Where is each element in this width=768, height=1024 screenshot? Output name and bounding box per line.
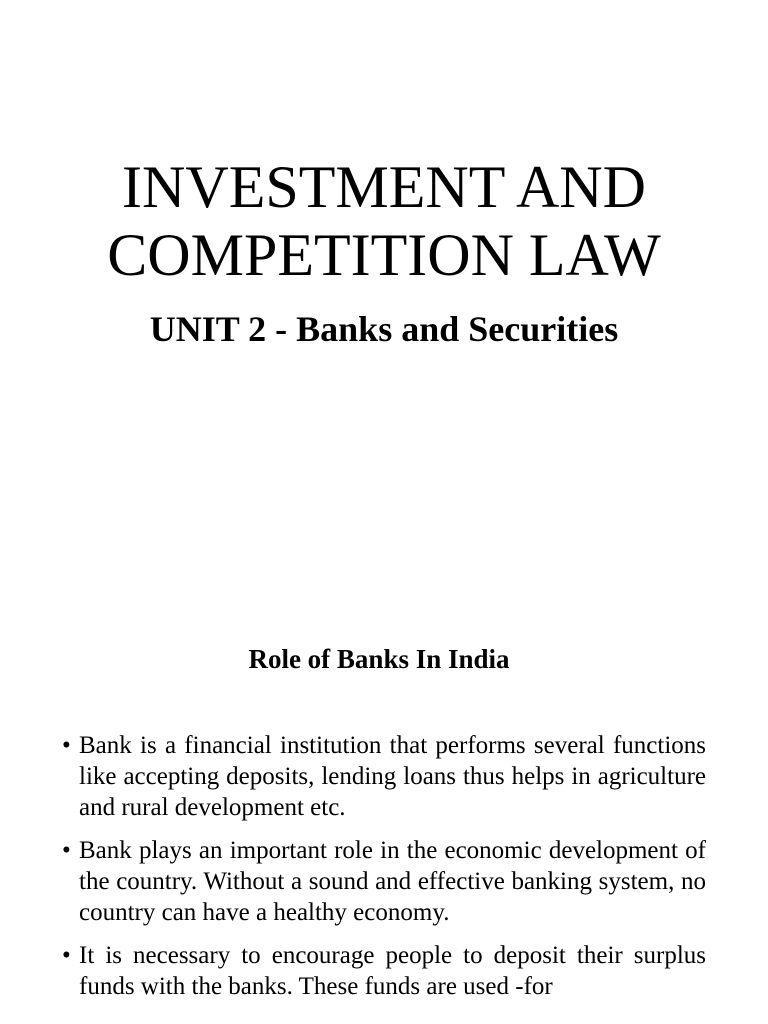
bullet-text: Bank plays an important role in the economic development of the country. Without a sound and effective banking system, no country can have a healthy economy.: [79, 837, 706, 926]
bullet-text: Bank is a financial institution that performs several functions like accepting deposits, lending loans thus helps in agriculture and rural development etc.: [79, 732, 706, 821]
deck-title-line-1: INVESTMENT AND: [122, 154, 646, 220]
content-slide: [0, 576, 768, 1024]
deck-title: [0, 153, 768, 289]
deck-subtitle: UNIT 2 - Banks and Securities: [149, 309, 619, 349]
section-heading: Role of Banks In India: [248, 644, 510, 674]
bullet-dot-icon: •: [62, 942, 71, 969]
bullet-item: [62, 730, 706, 823]
bullet-item: [62, 940, 706, 1002]
bullet-dot-icon: •: [62, 732, 71, 759]
bullet-dot-icon: •: [62, 837, 71, 864]
bullet-list: [62, 730, 706, 1014]
bullet-item: [62, 835, 706, 928]
bullet-text: It is necessary to encourage people to deposit their surplus funds with the banks. These funds are used -for: [79, 942, 706, 1000]
deck-title-line-2: COMPETITION LAW: [107, 222, 661, 288]
